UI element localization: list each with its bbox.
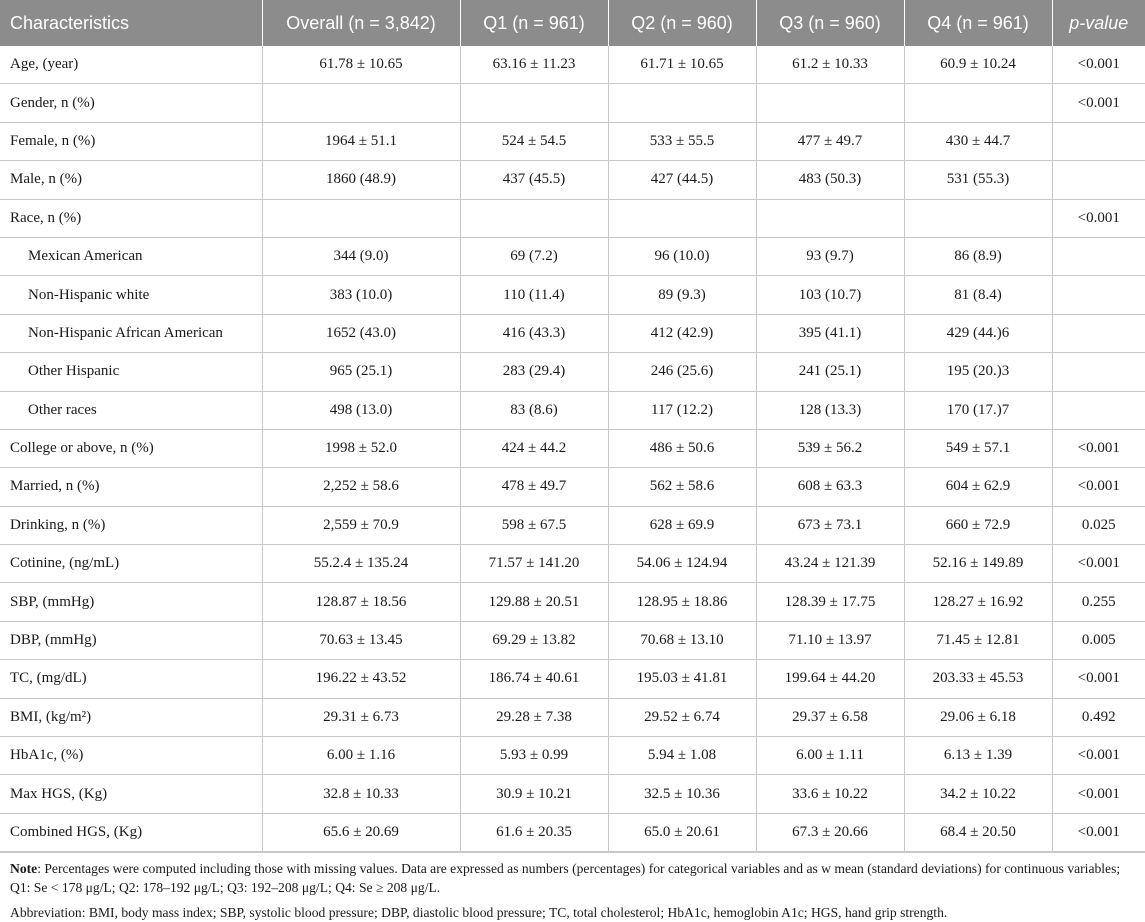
table-row [0,84,1145,122]
row-label: Other Hispanic [0,353,262,391]
cell-p-value [1052,122,1145,160]
cell-q3: 395 (41.1) [756,314,904,352]
row-label: Drinking, n (%) [0,506,262,544]
cell-q1: 5.93 ± 0.99 [460,737,608,775]
cell-q3: 103 (10.7) [756,276,904,314]
row-label: Married, n (%) [0,468,262,506]
cell-overall [262,84,460,122]
cell-q4: 128.27 ± 16.92 [904,583,1052,621]
table-row [0,353,1145,391]
table-body [0,46,1145,852]
cell-q4: 195 (20.)3 [904,353,1052,391]
row-label: Age, (year) [0,46,262,84]
table-row [0,429,1145,467]
cell-q4: 170 (17.)7 [904,391,1052,429]
cell-q4 [904,199,1052,237]
cell-q4: 203.33 ± 45.53 [904,660,1052,698]
cell-q3: 608 ± 63.3 [756,468,904,506]
table-row [0,545,1145,583]
cell-q1: 29.28 ± 7.38 [460,698,608,736]
cell-overall: 6.00 ± 1.16 [262,737,460,775]
cell-q4: 60.9 ± 10.24 [904,46,1052,84]
cell-overall: 383 (10.0) [262,276,460,314]
cell-overall: 65.6 ± 20.69 [262,813,460,851]
cell-q2: 486 ± 50.6 [608,429,756,467]
cell-q3: 539 ± 56.2 [756,429,904,467]
cell-q2: 117 (12.2) [608,391,756,429]
cell-q4: 430 ± 44.7 [904,122,1052,160]
cell-q2: 5.94 ± 1.08 [608,737,756,775]
cell-p-value: 0.492 [1052,698,1145,736]
table-row [0,237,1145,275]
cell-q4: 549 ± 57.1 [904,429,1052,467]
cell-q1: 61.6 ± 20.35 [460,813,608,851]
cell-q3 [756,84,904,122]
cell-p-value: <0.001 [1052,737,1145,775]
cell-overall: 1998 ± 52.0 [262,429,460,467]
cell-q2: 412 (42.9) [608,314,756,352]
cell-q2: 29.52 ± 6.74 [608,698,756,736]
row-label: Gender, n (%) [0,84,262,122]
cell-q3: 241 (25.1) [756,353,904,391]
cell-q3: 43.24 ± 121.39 [756,545,904,583]
table-row [0,583,1145,621]
cell-overall: 55.2.4 ± 135.24 [262,545,460,583]
table-header-row [0,0,1145,46]
cell-p-value: <0.001 [1052,84,1145,122]
header-q3: Q3 (n = 960) [756,0,904,46]
cell-q3: 61.2 ± 10.33 [756,46,904,84]
cell-q2: 96 (10.0) [608,237,756,275]
cell-q4: 71.45 ± 12.81 [904,621,1052,659]
table-row [0,314,1145,352]
cell-q3: 67.3 ± 20.66 [756,813,904,851]
cell-q1: 283 (29.4) [460,353,608,391]
cell-overall: 29.31 ± 6.73 [262,698,460,736]
cell-q2: 70.68 ± 13.10 [608,621,756,659]
cell-overall: 1860 (48.9) [262,161,460,199]
cell-q3 [756,199,904,237]
cell-q2: 427 (44.5) [608,161,756,199]
cell-q4: 29.06 ± 6.18 [904,698,1052,736]
cell-overall: 70.63 ± 13.45 [262,621,460,659]
row-label: TC, (mg/dL) [0,660,262,698]
cell-q1: 110 (11.4) [460,276,608,314]
cell-overall: 32.8 ± 10.33 [262,775,460,813]
note-text: : Percentages were computed including those with missing values. Data are expressed as numbers (percentages) for categorical variables and as w mean (standard deviations) for continuous variables; Q1: Se < 178 μg/L; Q2: 178–192 μg/L; Q3: 192–208 μg/L; Q4: Se ≥ 208 μg/L. [10,861,1121,896]
table-footnotes [0,852,1145,922]
cell-p-value: <0.001 [1052,545,1145,583]
cell-q1: 129.88 ± 20.51 [460,583,608,621]
cell-overall: 61.78 ± 10.65 [262,46,460,84]
abbreviation-paragraph: Abbreviation: BMI, body mass index; SBP, systolic blood pressure; DBP, diastolic blood pressure; TC, total cholesterol; HbA1c, hemoglobin A1c; HGS, hand grip strength. [10,905,948,921]
cell-p-value: <0.001 [1052,660,1145,698]
cell-q4: 6.13 ± 1.39 [904,737,1052,775]
cell-q2: 628 ± 69.9 [608,506,756,544]
note-paragraph [10,859,1135,897]
cell-q3: 33.6 ± 10.22 [756,775,904,813]
cell-q3: 71.10 ± 13.97 [756,621,904,659]
row-label: College or above, n (%) [0,429,262,467]
cell-q3: 199.64 ± 44.20 [756,660,904,698]
cell-q4: 52.16 ± 149.89 [904,545,1052,583]
cell-p-value [1052,391,1145,429]
table-row [0,660,1145,698]
cell-q3: 128 (13.3) [756,391,904,429]
cell-q2 [608,84,756,122]
cell-overall: 128.87 ± 18.56 [262,583,460,621]
cell-q3: 673 ± 73.1 [756,506,904,544]
cell-q1 [460,199,608,237]
cell-p-value: <0.001 [1052,468,1145,506]
cell-p-value [1052,314,1145,352]
cell-q1: 71.57 ± 141.20 [460,545,608,583]
cell-q1: 416 (43.3) [460,314,608,352]
cell-q2: 32.5 ± 10.36 [608,775,756,813]
table-row [0,813,1145,851]
cell-q2: 65.0 ± 20.61 [608,813,756,851]
table-row [0,276,1145,314]
cell-q1: 437 (45.5) [460,161,608,199]
cell-q4: 429 (44.)6 [904,314,1052,352]
cell-q1: 69 (7.2) [460,237,608,275]
table-row [0,506,1145,544]
cell-q1: 424 ± 44.2 [460,429,608,467]
table-row [0,775,1145,813]
cell-q4 [904,84,1052,122]
note-label: Note [10,861,38,877]
cell-p-value [1052,237,1145,275]
row-label: HbA1c, (%) [0,737,262,775]
header-characteristics: Characteristics [0,0,262,46]
cell-overall: 2,559 ± 70.9 [262,506,460,544]
cell-overall: 498 (13.0) [262,391,460,429]
cell-p-value: 0.025 [1052,506,1145,544]
cell-q2: 533 ± 55.5 [608,122,756,160]
cell-q2 [608,199,756,237]
cell-p-value: <0.001 [1052,775,1145,813]
header-p-value: p-value [1052,0,1145,46]
cell-p-value: 0.255 [1052,583,1145,621]
cell-q1 [460,84,608,122]
cell-q1: 83 (8.6) [460,391,608,429]
cell-overall: 965 (25.1) [262,353,460,391]
cell-q4: 68.4 ± 20.50 [904,813,1052,851]
cell-q4: 604 ± 62.9 [904,468,1052,506]
row-label: Male, n (%) [0,161,262,199]
cell-p-value: <0.001 [1052,46,1145,84]
row-label: Race, n (%) [0,199,262,237]
row-label: DBP, (mmHg) [0,621,262,659]
cell-q2: 195.03 ± 41.81 [608,660,756,698]
cell-overall [262,199,460,237]
header-q1: Q1 (n = 961) [460,0,608,46]
row-label: Other races [0,391,262,429]
table-row [0,621,1145,659]
cell-q2: 562 ± 58.6 [608,468,756,506]
cell-q2: 54.06 ± 124.94 [608,545,756,583]
cell-q1: 598 ± 67.5 [460,506,608,544]
header-q2: Q2 (n = 960) [608,0,756,46]
table-row [0,161,1145,199]
table-row [0,698,1145,736]
cell-p-value: <0.001 [1052,199,1145,237]
cell-q4: 34.2 ± 10.22 [904,775,1052,813]
row-label: BMI, (kg/m²) [0,698,262,736]
cell-q1: 478 ± 49.7 [460,468,608,506]
row-label: Combined HGS, (Kg) [0,813,262,851]
cell-p-value: <0.001 [1052,813,1145,851]
cell-q1: 524 ± 54.5 [460,122,608,160]
cell-p-value [1052,161,1145,199]
cell-q2: 246 (25.6) [608,353,756,391]
cell-overall: 1652 (43.0) [262,314,460,352]
row-label: Cotinine, (ng/mL) [0,545,262,583]
cell-q2: 89 (9.3) [608,276,756,314]
cell-q2: 128.95 ± 18.86 [608,583,756,621]
cell-p-value [1052,276,1145,314]
cell-q3: 6.00 ± 1.11 [756,737,904,775]
table-row [0,122,1145,160]
cell-q3: 93 (9.7) [756,237,904,275]
cell-overall: 344 (9.0) [262,237,460,275]
cell-q4: 81 (8.4) [904,276,1052,314]
table-row [0,391,1145,429]
cell-q2: 61.71 ± 10.65 [608,46,756,84]
cell-q3: 477 ± 49.7 [756,122,904,160]
row-label: Max HGS, (Kg) [0,775,262,813]
cell-p-value [1052,353,1145,391]
cell-q3: 483 (50.3) [756,161,904,199]
cell-q4: 660 ± 72.9 [904,506,1052,544]
cell-q1: 69.29 ± 13.82 [460,621,608,659]
cell-overall: 1964 ± 51.1 [262,122,460,160]
cell-q3: 29.37 ± 6.58 [756,698,904,736]
cell-overall: 196.22 ± 43.52 [262,660,460,698]
cell-q4: 531 (55.3) [904,161,1052,199]
table-row [0,468,1145,506]
row-label: SBP, (mmHg) [0,583,262,621]
cell-q1: 186.74 ± 40.61 [460,660,608,698]
cell-p-value: <0.001 [1052,429,1145,467]
table-row [0,199,1145,237]
cell-overall: 2,252 ± 58.6 [262,468,460,506]
table-row [0,737,1145,775]
header-q4: Q4 (n = 961) [904,0,1052,46]
cell-q4: 86 (8.9) [904,237,1052,275]
row-label: Mexican American [0,237,262,275]
row-label: Non-Hispanic white [0,276,262,314]
header-overall: Overall (n = 3,842) [262,0,460,46]
cell-q1: 30.9 ± 10.21 [460,775,608,813]
cell-p-value: 0.005 [1052,621,1145,659]
table-row [0,46,1145,84]
cell-q3: 128.39 ± 17.75 [756,583,904,621]
cell-q1: 63.16 ± 11.23 [460,46,608,84]
row-label: Female, n (%) [0,122,262,160]
row-label: Non-Hispanic African American [0,314,262,352]
